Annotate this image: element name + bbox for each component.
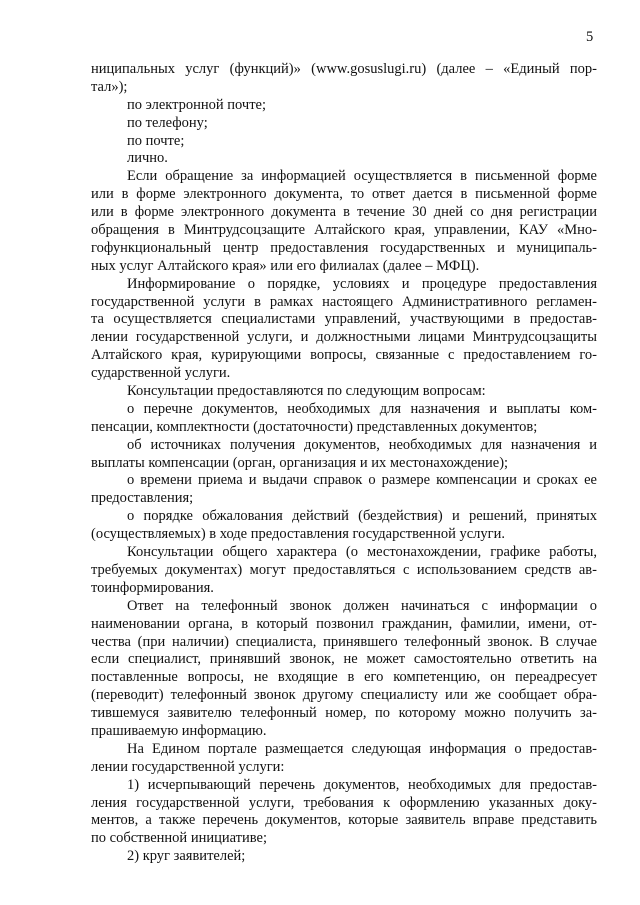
text-line: сударственной услуги.	[91, 365, 231, 382]
text-line: о времени приема и выдачи справок о размере компенсации и сроках ее	[127, 472, 597, 489]
page-number: 5	[586, 29, 594, 45]
text-line: государственной услуги в рамках настоящего Административного регламен-	[91, 293, 597, 310]
text-line: тоинформирования.	[91, 579, 214, 596]
text-line: Консультации предоставляются по следующим вопросам:	[127, 383, 486, 400]
text-line: по телефону;	[127, 114, 208, 131]
text-line: Информирование о порядке, условиях и процедуре предоставления	[127, 275, 597, 292]
text-line: Алтайского края, курирующими вопросы, связанные с предоставлением го-	[91, 347, 597, 364]
text-line: пенсации, комплектности (достаточности) представленных документов;	[91, 418, 538, 435]
text-line: ниципальных услуг (функций)» (www.gosuslugi.ru) (далее – «Единый пор-	[91, 61, 597, 77]
text-line: по собственной инициативе;	[91, 830, 268, 847]
text-line: тал»);	[91, 78, 128, 95]
text-line: об источниках получения документов, необходимых для назначения и	[127, 436, 597, 453]
text-line: чества (при наличии) специалиста, принявшего телефонный звонок. В случае	[91, 633, 597, 650]
text-line: ментов, а также перечень документов, которые заявитель вправе представить	[91, 812, 597, 829]
text-line: наименовании органа, в который позвонил гражданин, фамилии, имени, от-	[91, 615, 597, 632]
text-line: о порядке обжалования действий (бездействия) и решений, принятых	[127, 508, 597, 525]
text-line: Ответ на телефонный звонок должен начинаться с информации о	[127, 597, 597, 614]
text-line: лично.	[127, 150, 168, 167]
text-line: лении государственной услуги, и должностными лицами Минтрудсоцзащиты	[91, 329, 597, 346]
text-line: та осуществляется специалистами управлений, участвующими в предостав-	[91, 311, 597, 328]
text-line: ных услуг Алтайского края» или его филиалах (далее – МФЦ).	[91, 257, 480, 274]
text-line: Консультации общего характера (о местонахождении, графике работы,	[127, 544, 597, 561]
text-line: или в форме электронного документа, то ответ дается в письменной форме	[91, 186, 597, 203]
text-line: (переводит) телефонный звонок другому специалисту или же сообщает обра-	[91, 687, 597, 704]
text-line: лении государственной услуги:	[91, 758, 285, 775]
text-line: гофункциональный центр предоставления государственных и муниципаль-	[91, 239, 597, 256]
text-line: ления государственной услуги, требования к оформлению указанных доку-	[91, 794, 597, 811]
text-line: На Едином портале размещается следующая информация о предостав-	[127, 740, 597, 757]
text-line: (осуществляемых) в ходе предоставления государственной услуги.	[91, 526, 505, 543]
text-line: по почте;	[127, 132, 185, 149]
text-line: тившемуся заявителю телефонный номер, по которому можно получить за-	[91, 705, 597, 722]
text-line: поставленные вопросы, не входящие в его компетенцию, он переадресует	[91, 669, 597, 686]
text-line: Если обращение за информацией осуществляется в письменной форме	[127, 168, 597, 185]
text-line: о перечне документов, необходимых для назначения и выплаты ком-	[127, 400, 597, 417]
text-line: предоставления;	[91, 490, 194, 507]
text-line: 1) исчерпывающий перечень документов, необходимых для предостав-	[127, 776, 597, 793]
text-line: по электронной почте;	[127, 96, 267, 113]
text-line: обращения в Минтрудсоцзащите Алтайского края, управлении, КАУ «Мно-	[91, 222, 597, 239]
text-line: или в форме электронного документа в течение 30 дней со дня регистрации	[91, 204, 597, 221]
document-body	[91, 61, 597, 866]
text-line: если специалист, принявший звонок, не может самостоятельно ответить на	[91, 651, 597, 668]
text-line: прашиваемую информацию.	[91, 722, 267, 739]
text-line: выплаты компенсации (орган, организация и их местонахождение);	[91, 454, 509, 471]
text-line: 2) круг заявителей;	[127, 848, 246, 865]
text-line: требуемых документах) могут предоставляться с использованием средств ав-	[91, 561, 597, 578]
